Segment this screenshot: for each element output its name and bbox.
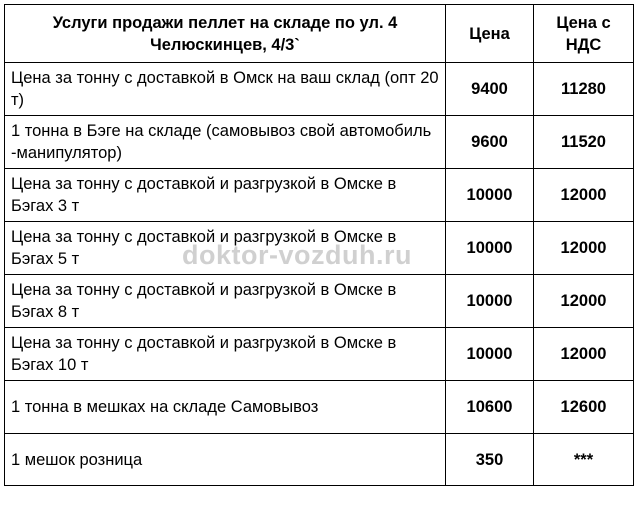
row-description: 1 тонна в мешках на складе Самовывоз	[5, 381, 446, 434]
header-price-vat: Цена с НДС	[534, 5, 634, 63]
watermark-text: doktor-vozduh.ru	[182, 240, 412, 270]
row-price-vat: 12000	[534, 275, 634, 328]
row-price-vat: 11520	[534, 116, 634, 169]
row-description: Цена за тонну с доставкой в Омск на ваш склад (опт 20 т)	[5, 63, 446, 116]
table-row	[5, 116, 634, 169]
row-price: 350	[446, 434, 534, 486]
table-header-row	[5, 5, 634, 63]
row-price: 10000	[446, 169, 534, 222]
row-price-vat: ***	[534, 434, 634, 486]
row-price: 10600	[446, 381, 534, 434]
row-price-vat: 12000	[534, 222, 634, 275]
table-row	[5, 381, 634, 434]
table-row	[5, 169, 634, 222]
row-price-vat: 12600	[534, 381, 634, 434]
row-description: 1 мешок розница	[5, 434, 446, 486]
row-price: 9600	[446, 116, 534, 169]
table-row	[5, 63, 634, 116]
header-price: Цена	[446, 5, 534, 63]
row-price-vat: 11280	[534, 63, 634, 116]
row-price-vat: 12000	[534, 169, 634, 222]
row-description: Цена за тонну с доставкой и разгрузкой в Омске в Бэгах 3 т	[5, 169, 446, 222]
header-service: Услуги продажи пеллет на складе по ул. 4 Челюскинцев, 4/3`	[5, 5, 446, 63]
row-description: Цена за тонну с доставкой и разгрузкой в Омске в Бэгах 5 т	[5, 222, 446, 275]
row-price: 10000	[446, 328, 534, 381]
row-description: 1 тонна в Бэге на складе (самовывоз свой автомобиль -манипулятор)	[5, 116, 446, 169]
table-row	[5, 275, 634, 328]
row-price: 9400	[446, 63, 534, 116]
row-price: 10000	[446, 222, 534, 275]
table-row	[5, 328, 634, 381]
table-row	[5, 434, 634, 486]
row-description: Цена за тонну с доставкой и разгрузкой в Омске в Бэгах 10 т	[5, 328, 446, 381]
row-description: Цена за тонну с доставкой и разгрузкой в Омске в Бэгах 8 т	[5, 275, 446, 328]
price-table	[4, 4, 634, 486]
row-price-vat: 12000	[534, 328, 634, 381]
row-price: 10000	[446, 275, 534, 328]
table-row	[5, 222, 634, 275]
